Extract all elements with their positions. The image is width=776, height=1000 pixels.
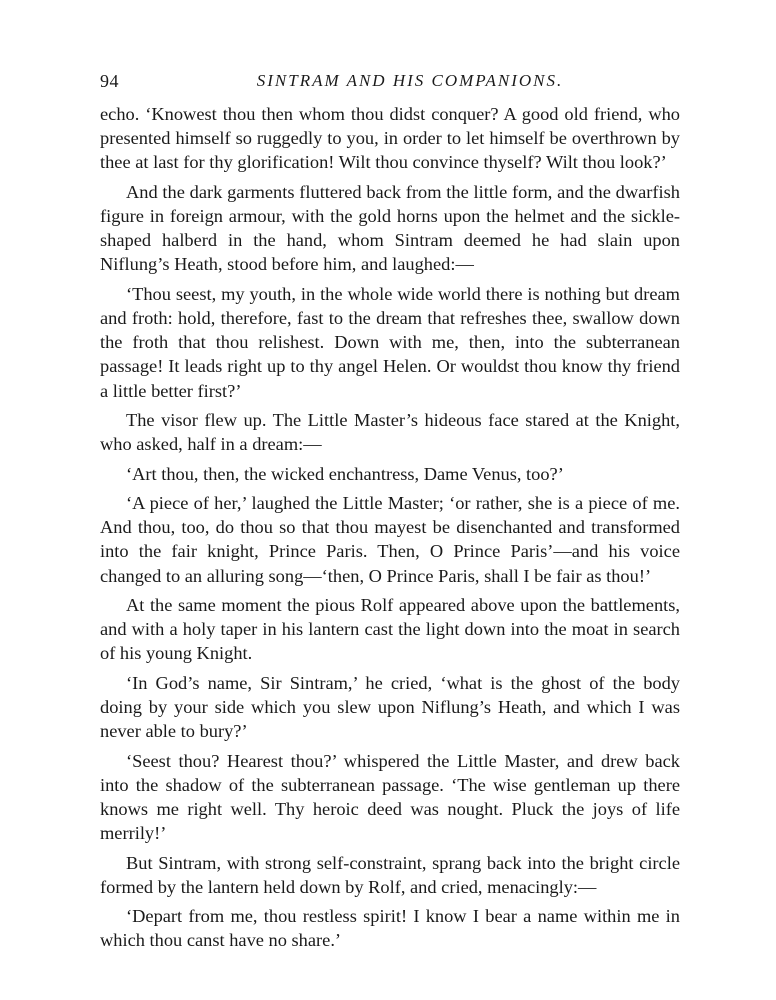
paragraph: ‘Seest thou? Hearest thou?’ whispered the Little Master, and drew back into the shadow of the subterranean passage. ‘The wise gentleman up there knows me right well. Thy heroic deed was nought. Pluck the joys of life merrily!’ bbox=[100, 750, 680, 844]
running-head bbox=[100, 66, 680, 96]
paragraph: ‘A piece of her,’ laughed the Little Master; ‘or rather, she is a piece of me. And thou, too, do thou so that thou mayest be disenchanted and transformed into the fair knight, Prince Paris. Then, O Prince Paris’—and his voice changed to an alluring song—‘then, O Prince Paris, shall I be fair as thou!’ bbox=[100, 492, 680, 586]
page-number: 94 bbox=[100, 71, 119, 91]
paragraph: ‘Art thou, then, the wicked enchantress, Dame Venus, too?’ bbox=[126, 463, 564, 484]
paragraph: At the same moment the pious Rolf appeared above upon the battlements, and with a holy taper in his lantern cast the light down into the moat in search of his young Knight. bbox=[100, 594, 680, 664]
paragraph-continuation: echo. ‘Knowest thou then whom thou didst conquer? A good old friend, who presented himself so ruggedly to you, in order to let himself be overthrown by thee at last for thy glorification! Wilt thou convince thyself? Wilt thou look?’ bbox=[100, 104, 680, 173]
book-page bbox=[100, 66, 680, 958]
paragraph: The visor flew up. The Little Master’s hideous face stared at the Knight, who asked, half in a dream:— bbox=[100, 410, 680, 455]
book-title: SINTRAM AND HIS COMPANIONS. bbox=[256, 71, 564, 90]
body-text bbox=[100, 102, 680, 953]
paragraph: ‘Depart from me, thou restless spirit! I know I bear a name within me in which thou canst have no share.’ bbox=[100, 906, 680, 951]
paragraph: ‘In God’s name, Sir Sintram,’ he cried, ‘what is the ghost of the body doing by your side which you slew upon Niflung’s Heath, and which I was never able to bury?’ bbox=[100, 672, 680, 742]
paragraph: And the dark garments fluttered back from the little form, and the dwarfish figure in foreign armour, with the gold horns upon the helmet and the sickle-shaped halberd in the hand, whom Sintram deemed he had slain upon Niflung’s Heath, stood before him, and laughed:— bbox=[100, 181, 680, 275]
paragraph: ‘Thou seest, my youth, in the whole wide world there is nothing but dream and froth: hold, therefore, fast to the dream that refreshes thee, swallow down the froth that thou relishest. Down with me, then, into the subterranean passage! It leads right up to thy angel Helen. Or wouldst thou know thy friend a little better first?’ bbox=[100, 283, 680, 401]
paragraph: But Sintram, with strong self-constraint, sprang back into the bright circle formed by the lantern held down by Rolf, and cried, menacingly:— bbox=[100, 852, 680, 897]
